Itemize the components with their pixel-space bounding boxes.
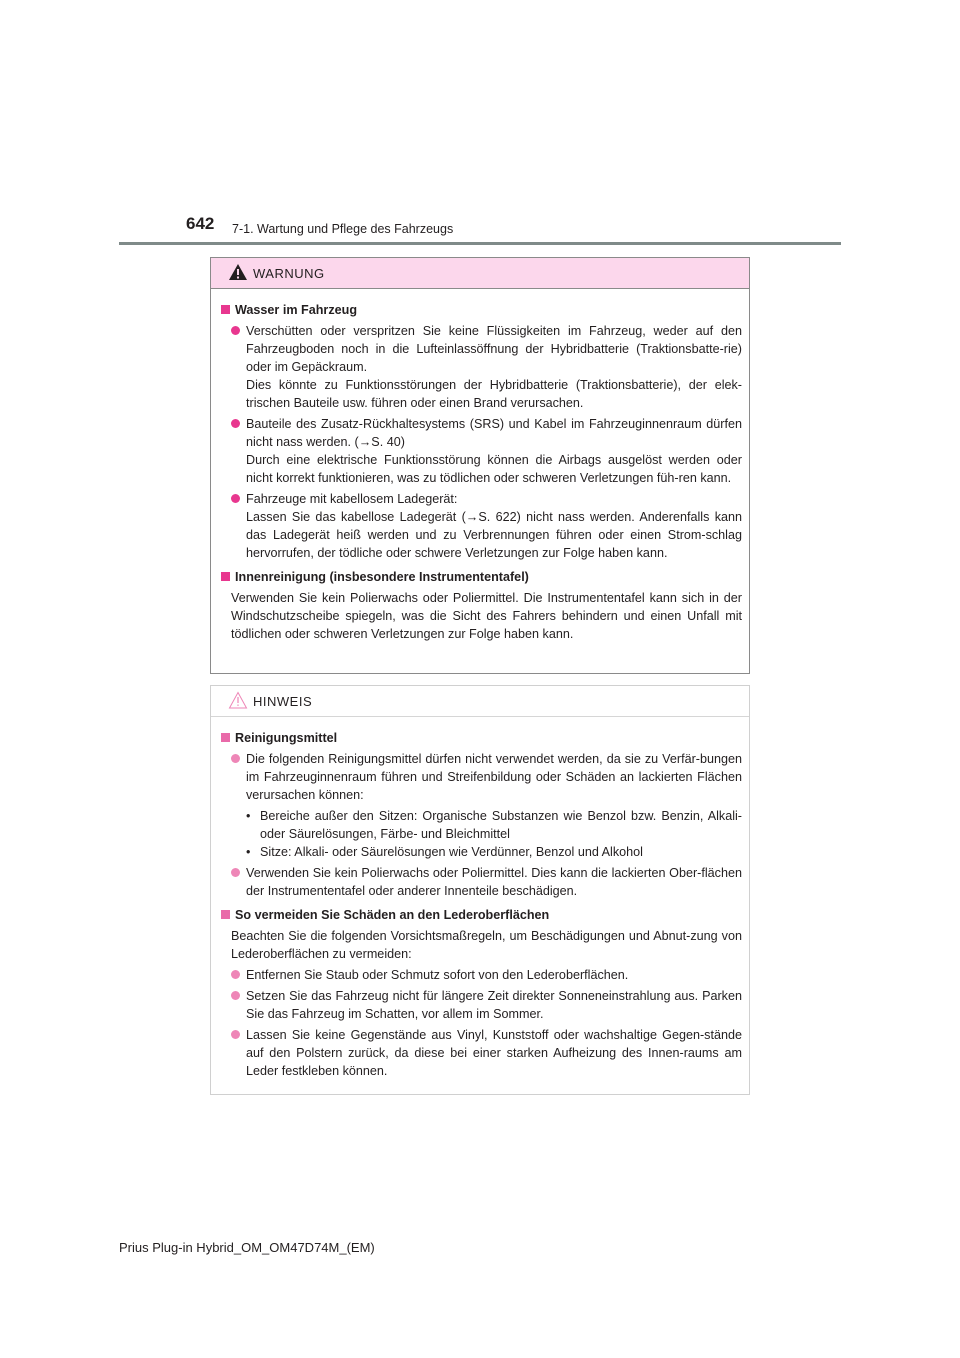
list-item	[231, 987, 742, 1023]
list-item-text: Verwenden Sie kein Polierwachs oder Poliermittel. Dies kann die lackierten Ober-flächen der Instrumententafel oder anderer Innenteile beschädigen.	[246, 866, 742, 898]
list-item-text: Fahrzeuge mit kabellosem Ladegerät: Lassen Sie das kabellose Ladegerät (→S. 622) nicht nass werden. Anderenfalls kann das Ladegerät heiß werden und zu Verbrennungen führen oder einen Strom-schlag hervorrufen, der tödliche oder schwere Verletzungen zur Folge haben kann.	[246, 492, 742, 560]
list-item	[231, 490, 742, 562]
list-item-text: Bauteile des Zusatz-Rückhaltesystems (SRS) und Kabel im Fahrzeuginnenraum dürfen nicht nass werden. (→S. 40) Durch eine elektrische Funktionsstörung können die Airbags ausgelöst werden oder nicht korrekt funktionieren, was zu tödlichen oder schweren Verletzungen füh-ren kann.	[246, 417, 742, 485]
note-section-leather	[219, 906, 742, 1080]
page-number: 642	[186, 214, 215, 233]
section-heading-text: So vermeiden Sie Schäden an den Lederoberflächen	[235, 908, 550, 922]
section-paragraph: Verwenden Sie kein Polierwachs oder Poliermittel. Die Instrumententafel kann sich in der Windschutzscheibe spiegeln, was die Sicht des Fahrers behindern und einen Unfall mit tödlichen oder schweren Verletzungen zur Folge haben kann.	[231, 591, 742, 641]
warning-triangle-icon	[228, 263, 248, 281]
list-item	[231, 415, 742, 487]
header-rule	[119, 242, 841, 245]
section-paragraph: Beachten Sie die folgenden Vorsichtsmaßregeln, um Beschädigungen und Abnut-zung von Lederoberflächen zu vermeiden:	[231, 929, 742, 961]
note-section-cleaning-agents	[219, 729, 742, 900]
sub-list	[246, 807, 742, 861]
round-bullet-icon	[231, 991, 240, 1000]
sub-list-item-text: Sitze: Alkali- oder Säurelösungen wie Verdünner, Benzol und Alkohol	[260, 845, 643, 859]
round-bullet-icon	[231, 1030, 240, 1039]
sub-list-item	[246, 807, 742, 843]
note-header	[211, 686, 749, 717]
caution-triangle-icon	[228, 691, 248, 709]
round-bullet-icon	[231, 754, 240, 763]
list-item-text: Lassen Sie keine Gegenstände aus Vinyl, Kunststoff oder wachshaltige Gegen-stände auf den Polstern zurück, da diese bei einer starken Aufheizung des Innen-raums am Leder festkleben können.	[246, 1028, 742, 1078]
note-body	[211, 717, 749, 1080]
section-heading	[219, 906, 742, 924]
list-item	[231, 864, 742, 900]
round-bullet-icon	[231, 970, 240, 979]
sub-bullet-mark: •	[246, 809, 251, 823]
round-bullet-icon	[231, 419, 240, 428]
list-item-text: Entfernen Sie Staub oder Schmutz sofort von den Lederoberflächen.	[246, 968, 629, 982]
square-bullet-icon	[221, 305, 230, 314]
round-bullet-icon	[231, 326, 240, 335]
section-heading	[219, 301, 742, 319]
square-bullet-icon	[221, 572, 230, 581]
list-item	[231, 322, 742, 412]
section-heading-text: Wasser im Fahrzeug	[235, 303, 358, 317]
square-bullet-icon	[221, 733, 230, 742]
sub-bullet-mark: •	[246, 845, 251, 859]
list-item-text: Verschütten oder verspritzen Sie keine Flüssigkeiten im Fahrzeug, weder auf den Fahrzeugboden noch in die Lufteinlassöffnung der Hybridbatterie (Traktionsbatte-rie) oder im Gepäckraum. Dies könnte zu Funktionsstörungen der Hybridbatterie (Traktionsbatterie), der elek-trischen Bauteile usw. führen oder einen Brand verursachen.	[246, 324, 742, 410]
warning-header	[211, 258, 749, 289]
footer-model-code: Prius Plug-in Hybrid_OM_OM47D74M_(EM)	[119, 1240, 375, 1255]
section-heading	[219, 729, 742, 747]
warning-body	[211, 289, 749, 643]
section-heading-text: Reinigungsmittel	[235, 731, 338, 745]
list-item-text: Setzen Sie das Fahrzeug nicht für längere Zeit direkter Sonneneinstrahlung aus. Parken Sie das Fahrzeug im Schatten, vor allem im Sommer.	[246, 989, 742, 1021]
list-item	[231, 750, 742, 861]
warning-section-water	[219, 301, 742, 562]
square-bullet-icon	[221, 910, 230, 919]
list-item-text: Die folgenden Reinigungsmittel dürfen nicht verwendet werden, da sie zu Verfär-bungen im Fahrzeuginnenraum führen und Streifenbildung oder Schäden an lackierten Flächen verursachen können:	[246, 752, 742, 802]
round-bullet-icon	[231, 868, 240, 877]
section-heading-text: Innenreinigung (insbesondere Instrumententafel)	[235, 570, 529, 584]
sub-list-item-text: Bereiche außer den Sitzen: Organische Substanzen wie Benzol bzw. Benzin, Alkali- oder Säurelösungen, Färbe- und Bleichmittel	[260, 809, 742, 841]
sub-list-item	[246, 843, 742, 861]
warning-box	[210, 257, 750, 674]
note-box	[210, 685, 750, 1095]
note-title: HINWEIS	[253, 694, 313, 709]
warning-title: WARNUNG	[253, 266, 325, 281]
warning-section-interior	[219, 568, 742, 643]
list-item	[231, 966, 742, 984]
section-heading	[219, 568, 742, 586]
section-title: 7-1. Wartung und Pflege des Fahrzeugs	[232, 222, 454, 236]
list-item	[231, 1026, 742, 1080]
round-bullet-icon	[231, 494, 240, 503]
